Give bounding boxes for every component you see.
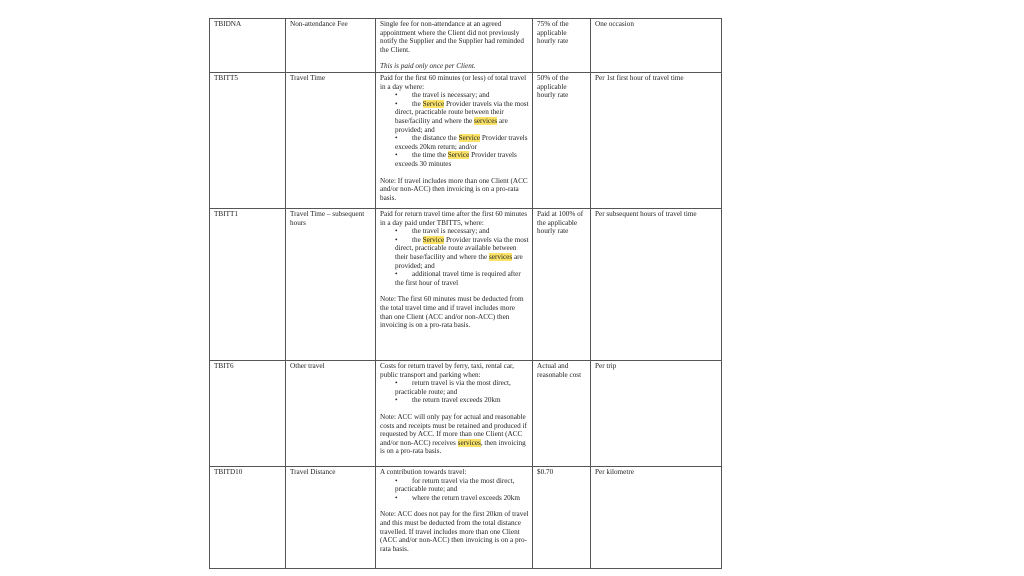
table-row: [210, 467, 722, 569]
item-cell: Other travel: [286, 361, 376, 467]
bullet-list: [380, 227, 529, 287]
bullet-item: • where the return travel exceeds 20km: [380, 494, 529, 503]
bullet-item: • for return travel via the most direct, practicable route; and: [380, 477, 529, 494]
highlight: Service: [458, 134, 481, 143]
bullet-item: • additional travel time is required after the first hour of travel: [380, 270, 529, 287]
bullet-list: [380, 91, 529, 168]
description-note: Note: If travel includes more than one Client (ACC and/or non-ACC) then invoicing is on a pro-rata basis.: [380, 176, 528, 202]
description-note: Note: ACC does not pay for the first 20km of travel and this must be deducted from the total distance travelled. If travel includes more than one Client (ACC and/or non-ACC) then invoicing is on a pro-rata basis.: [380, 510, 529, 553]
bullet-item: • the return travel exceeds 20km: [380, 396, 529, 405]
highlight: services: [457, 438, 481, 447]
description-note: Note: The first 60 minutes must be deducted from the total travel time and if travel includes more than one Client (ACC and/or non-ACC) then invoicing is on a pro-rata basis.: [380, 295, 524, 330]
description-cell: [376, 361, 533, 467]
description-text: Paid for the first 60 minutes (or less) of total travel in a day where:: [380, 74, 527, 91]
description-text: Costs for return travel by ferry, taxi, rental car, public transport and parking when:: [380, 362, 514, 379]
bullet-item: • the travel is necessary; and: [380, 227, 529, 236]
code-cell: TBITD10: [210, 467, 286, 569]
table-row: [210, 361, 722, 467]
code-cell: TBITT1: [210, 209, 286, 361]
bullet-item: • the Service Provider travels via the most direct, practicable route available between their base/facility and where the services are provided; and: [380, 236, 529, 270]
bullet-item: • the time the Service Provider travels exceeds 30 minutes: [380, 151, 529, 168]
unit-cell: Per kilometre: [591, 467, 722, 569]
highlight: Service: [422, 235, 445, 244]
description-cell: [376, 19, 533, 73]
code-cell: TBIT6: [210, 361, 286, 467]
description-text: Paid for return travel time after the first 60 minutes in a day paid under TBITT5, where:: [380, 210, 528, 227]
bullet-item: • the Service Provider travels via the most direct, practicable route between their base/facility and where the services are provided; and: [380, 100, 529, 134]
rate-cell: 50% of the applicable hourly rate: [533, 73, 591, 209]
description-cell: [376, 209, 533, 361]
highlight: services: [474, 116, 498, 125]
code-cell: TBITT5: [210, 73, 286, 209]
rate-cell: Actual and reasonable cost: [533, 361, 591, 467]
table-row: [210, 209, 722, 361]
document-page: [209, 18, 721, 568]
description-text: Single fee for non-attendance at an agreed appointment where the Client did not previously notify the Supplier and the Supplier had reminded the Client.: [380, 20, 524, 54]
item-cell: Travel Time: [286, 73, 376, 209]
description-cell: [376, 73, 533, 209]
unit-cell: Per trip: [591, 361, 722, 467]
unit-cell: One occasion: [591, 19, 722, 73]
description-cell: [376, 467, 533, 569]
highlight: Service: [422, 99, 445, 108]
table-row: [210, 19, 722, 73]
highlight: Service: [447, 151, 470, 160]
unit-cell: Per subsequent hours of travel time: [591, 209, 722, 361]
rate-cell: Paid at 100% of the applicable hourly rate: [533, 209, 591, 361]
table-row: [210, 73, 722, 209]
fee-table: [209, 18, 722, 569]
item-cell: Travel Distance: [286, 467, 376, 569]
code-cell: TBIDNA: [210, 19, 286, 73]
highlight: services: [489, 252, 513, 261]
item-cell: Travel Time – subsequent hours: [286, 209, 376, 361]
description-text: A contribution towards travel:: [380, 468, 467, 476]
bullet-item: • the distance the Service Provider travels exceeds 20km return; and/or: [380, 134, 529, 151]
bullet-list: [380, 379, 529, 405]
bullet-item: • return travel is via the most direct, practicable route; and: [380, 379, 529, 396]
bullet-list: [380, 477, 529, 503]
item-cell: Non-attendance Fee: [286, 19, 376, 73]
bullet-item: • the travel is necessary; and: [380, 91, 529, 100]
rate-cell: $0.70: [533, 467, 591, 569]
description-italic-note: This is paid only once per Client.: [380, 62, 476, 71]
description-note: Note: ACC will only pay for actual and reasonable costs and receipts must be retained and produced if requested by ACC. If more than one Client (ACC and/or non-ACC) receives services, then invoicing is on a pro-rata basis.: [380, 412, 527, 456]
unit-cell: Per 1st first hour of travel time: [591, 73, 722, 209]
rate-cell: 75% of the applicable hourly rate: [533, 19, 591, 73]
